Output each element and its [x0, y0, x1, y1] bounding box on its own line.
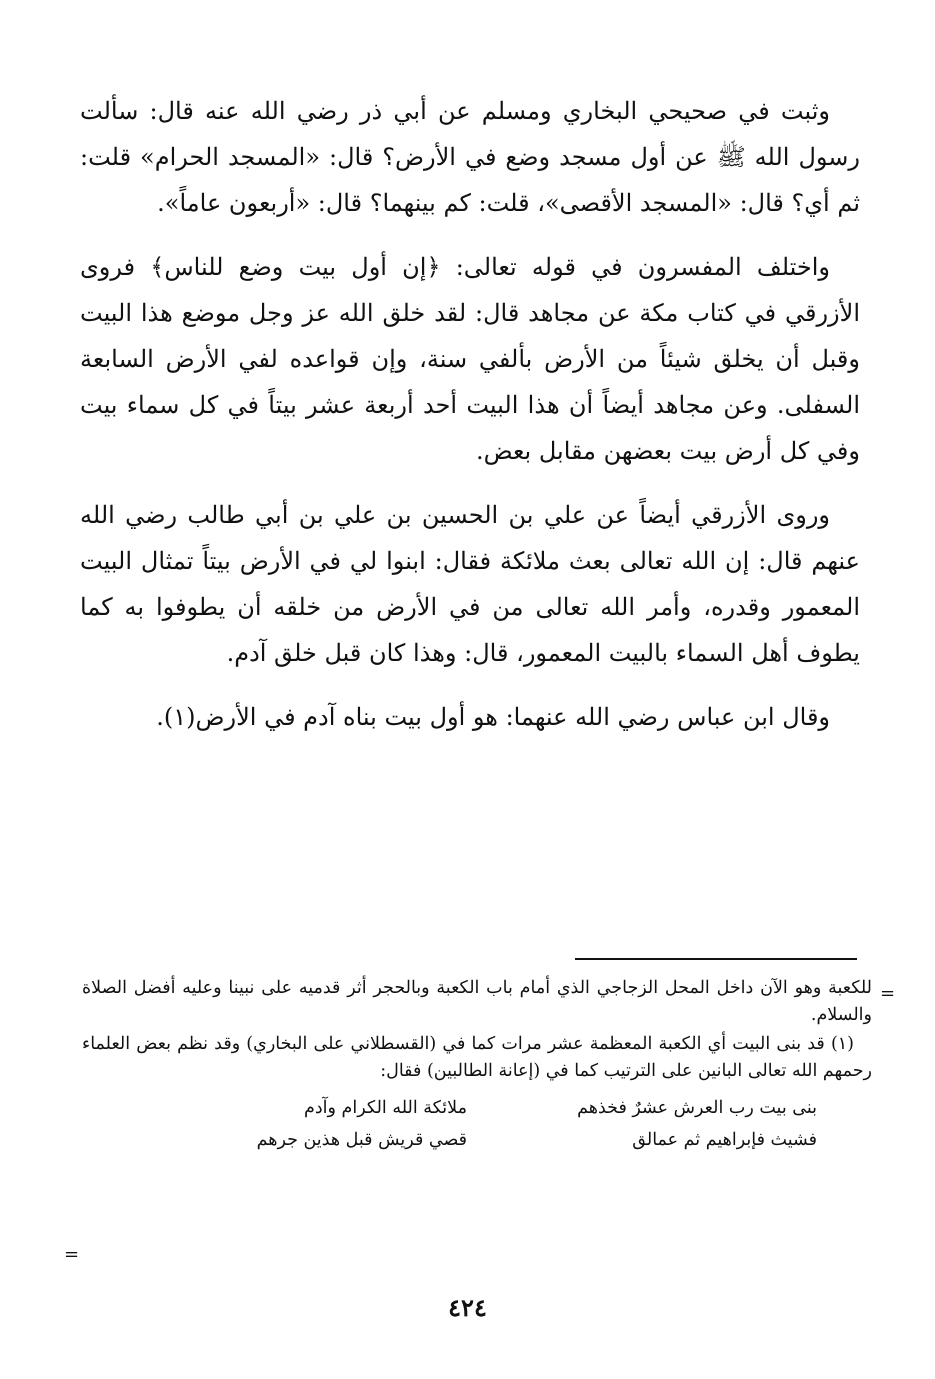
footnote-1: (١) قد بنى البيت أي الكعبة المعظمة عشر مرات كما في (القسطلاني على البخاري) وقد نظم بعض العلماء رحمهم الله تعالى البانين على الترتيب كما في (إعانة الطالبين) فقال: — [82, 1034, 872, 1081]
footnote-continuation: للكعبة وهو الآن داخل المحل الزجاجي الذي أمام باب الكعبة وبالحجر أثر قدميه على نبينا وعليه أفضل الصلاة والسلام. — [82, 978, 872, 1025]
verse-first-hemistich: فشيث فإبراهيم ثم عمالق — [632, 1130, 817, 1150]
footnotes — [82, 975, 872, 1155]
paragraph-hadith-first-mosque: وثبت في صحيحي البخاري ومسلم عن أبي ذر رضي الله عنه قال: سألت رسول الله ﷺ عن أول مسجد وضع في الأرض؟ قال: «المسجد الحرام» قلت: ثم أي؟ قال: «المسجد الأقصى»، قلت: كم بينهما؟ قال: «أربعون عاماً». — [80, 97, 860, 217]
paragraph-azraqi: وروى الأزرقي أيضاً عن علي بن الحسين بن علي بن أبي طالب رضي الله عنهم قال: إن الله تعالى بعث ملائكة فقال: ابنوا لي في الأرض بيتاً تمثال البيت المعمور وقدره، وأمر الله تعالى من في الأرض من خلقه أن يطوفوا به كما يطوف أهل السماء بالبيت المعمور، قال: وهذا كان قبل خلق آدم. — [80, 501, 860, 667]
end-continuation-mark: = — [64, 1244, 80, 1265]
verse-line — [82, 1093, 872, 1123]
verse-second-hemistich: ملائكة الله الكرام وآدم — [304, 1098, 467, 1118]
page-number: ٤٢٤ — [448, 1293, 487, 1322]
continuation-mark: = — [880, 983, 896, 1004]
footnote-separator — [575, 958, 857, 960]
verse-second-hemistich: قصي قريش قبل هذين جرهم — [256, 1130, 467, 1150]
paragraph-ibn-abbas: وقال ابن عباس رضي الله عنهما: هو أول بيت بناه آدم في الأرض(١). — [156, 703, 830, 731]
paragraph-mufassirun: واختلف المفسرون في قوله تعالى: ﴿إن أول بيت وضع للناس﴾ فروى الأزرقي في كتاب مكة عن مجاهد قال: لقد خلق الله عز وجل موضع هذا البيت وقبل أن يخلق شيئاً من الأرض بألفي سنة، وإن قواعده لفي الأرض السابعة السفلى. وعن مجاهد أيضاً أن هذا البيت أحد أربعة عشر بيتاً في كل سماء بيت وفي كل أرض بيت بعضهن مقابل بعض. — [80, 253, 860, 465]
verse-line — [82, 1125, 872, 1155]
verse-first-hemistich: بنى بيت رب العرش عشرٌ فخذهم — [577, 1098, 817, 1118]
main-text — [80, 88, 860, 758]
